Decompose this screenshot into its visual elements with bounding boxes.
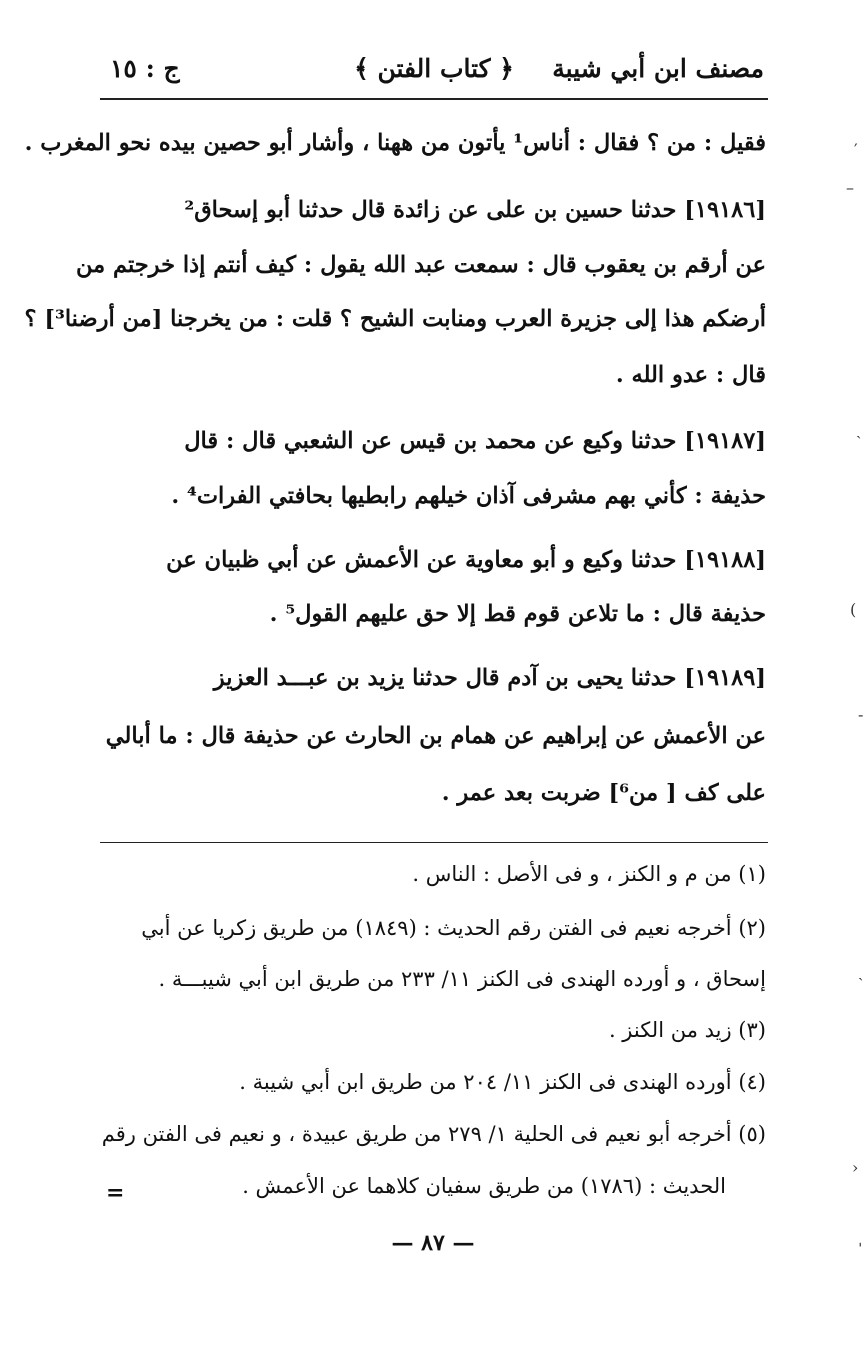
text-line: عن أرقم بن يعقوب قال : سمعت عبد الله يقول : كيف أنتم إذا خرجتم من bbox=[76, 252, 766, 278]
margin-tick: - bbox=[858, 705, 864, 724]
footnote-5-cont: الحديث : (١٧٨٦) من طريق سفيان كلاهما عن الأعمش . bbox=[242, 1174, 726, 1198]
text-line: على كف [ من⁶] ضربت بعد عمر . bbox=[441, 780, 766, 806]
book-title: مصنف ابن أبي شيبة bbox=[552, 54, 764, 83]
footnote-3: (٣) زيد من الكنز . bbox=[608, 1018, 766, 1042]
hadith-19189-line: [١٩١٨٩] حدثنا يحيى بن آدم قال حدثنا يزيد بن عبـــد العزيز bbox=[213, 665, 766, 691]
text-line: فقيل : من ؟ فقال : أناس¹ يأتون من ههنا ، وأشار أبو حصين بيده نحو المغرب . bbox=[24, 130, 766, 156]
text-line: حذيفة : كأني بهم مشرفى آذان خيلهم رابطيها بحافتي الفرات⁴ . bbox=[171, 483, 766, 509]
text-line: أرضكم هذا إلى جزيرة العرب ومنابت الشيح ؟ قلت : من يخرجنا [من أرضنا³] ؟ bbox=[24, 306, 766, 332]
margin-tick: ‹ bbox=[852, 1158, 859, 1177]
page-header bbox=[100, 48, 768, 100]
footnote-2: (٢) أخرجه نعيم فى الفتن رقم الحديث : (١٨٤٩) من طريق زكريا عن أبي bbox=[141, 916, 766, 940]
margin-tick: ) bbox=[850, 600, 857, 619]
margin-tick: ′ bbox=[854, 140, 858, 159]
hadith-19188-line: [١٩١٨٨] حدثنا وكيع و أبو معاوية عن الأعمش عن أبي ظبيان عن bbox=[166, 547, 766, 573]
margin-tick: – bbox=[846, 178, 854, 197]
text-line: حذيفة قال : ما تلاعن قوم قط إلا حق عليهم القول⁵ . bbox=[269, 601, 766, 627]
footnote-5: (٥) أخرجه أبو نعيم فى الحلية ١/ ٢٧٩ من طريق عبيدة ، و نعيم فى الفتن رقم bbox=[101, 1122, 766, 1146]
footnote-4: (٤) أورده الهندى فى الكنز ١١/ ٢٠٤ من طريق ابن أبي شيبة . bbox=[239, 1070, 766, 1094]
margin-tick: ˎ bbox=[858, 962, 864, 981]
page-number: — ٨٧ — bbox=[391, 1230, 475, 1256]
footnote-1: (١) من م و الكنز ، و فى الأصل : الناس . bbox=[412, 862, 766, 886]
hadith-19186-line: [١٩١٨٦] حدثنا حسين بن على عن زائدة قال حدثنا أبو إسحاق² bbox=[184, 197, 766, 223]
volume-label: ج : ١٥ bbox=[110, 54, 180, 83]
margin-tick: ˎ bbox=[856, 420, 862, 439]
section-title: ﴿ كتاب الفتن ﴾ bbox=[354, 54, 514, 83]
text-line: عن الأعمش عن إبراهيم عن همام بن الحارث عن حذيفة قال : ما أبالي bbox=[105, 723, 766, 749]
footnote-2-cont: إسحاق ، و أورده الهندى فى الكنز ١١/ ٢٣٣ من طريق ابن أبي شيبـــة . bbox=[158, 967, 766, 991]
text-line: قال : عدو الله . bbox=[615, 362, 766, 388]
margin-tick: ˈ bbox=[858, 1240, 863, 1259]
footnote-divider bbox=[100, 842, 768, 843]
continuation-mark: = bbox=[106, 1180, 125, 1206]
hadith-19187-line: [١٩١٨٧] حدثنا وكيع عن محمد بن قيس عن الشعبي قال : قال bbox=[184, 428, 766, 454]
